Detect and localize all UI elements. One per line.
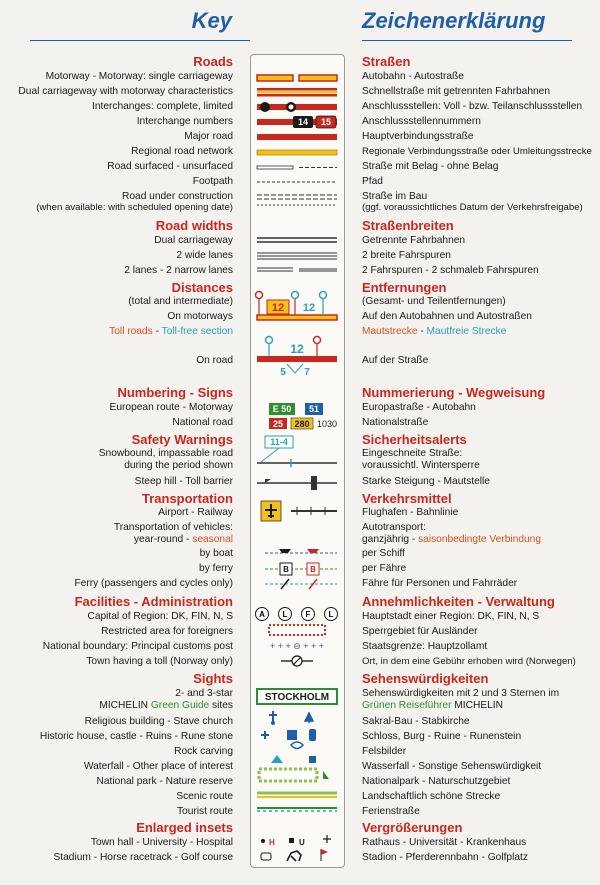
green-guide-text: Green Guide xyxy=(150,700,210,711)
label-major-de: Hauptverbindungsstraße xyxy=(362,131,474,142)
capital-a: A xyxy=(259,610,265,619)
sites-text: sites xyxy=(209,700,233,711)
section-numbering: Numbering - Signs xyxy=(117,385,233,400)
seasonal-text: seasonal xyxy=(192,534,233,545)
route-signs-symbol xyxy=(269,403,337,429)
boundary-text: + + + ⊖ + + + xyxy=(269,641,325,651)
label-f-boundary: National boundary: Principal customs post xyxy=(42,641,233,652)
label-d-toll: Toll roads - Toll-free section xyxy=(109,326,233,337)
label-i-town-de: Rathaus - Universität - Krankenhaus xyxy=(362,837,527,848)
capital-f: F xyxy=(305,610,311,619)
label-w-2narrow-de: 2 Fahrspuren - 2 schmaleb Fahrspuren xyxy=(362,265,539,276)
label-d-onroad: On road xyxy=(196,355,233,366)
label-interchange-numbers: Interchange numbers xyxy=(136,116,233,127)
distance-motorway-symbol xyxy=(256,292,338,321)
label-d-motorways-de: Auf den Autobahnen und Autostraßen xyxy=(362,311,532,322)
capital-symbols xyxy=(256,608,338,621)
label-d-onroad-de: Auf der Straße xyxy=(362,355,429,366)
section-safety: Safety Warnings xyxy=(131,432,233,447)
distance-value-c: 12 xyxy=(290,342,304,356)
label-g-scenic: Scenic route xyxy=(176,791,233,802)
label-w-dual: Dual carriageway xyxy=(154,235,233,246)
label-interchanges: Interchanges: complete, limited xyxy=(92,101,233,112)
ferry-symbol xyxy=(265,563,337,575)
label-s-snow2-de: voraussichtl. Wintersperre xyxy=(362,460,480,471)
label-t-ferry-pc-de: Fähre für Personen und Fahrräder xyxy=(362,578,518,589)
label-d-total: (total and intermediate) xyxy=(128,296,233,307)
section-safety-de: Sicherheitsalerts xyxy=(362,432,467,447)
label-construction-note: (when available: with scheduled opening date) xyxy=(36,202,233,213)
distance-value-d: 5 xyxy=(280,367,286,378)
label-n-national: National road xyxy=(172,417,233,428)
toll-free-text-de: Mautfreie Strecke xyxy=(426,326,507,337)
label-s-snow1-de: Eingeschneite Straße: xyxy=(362,448,463,459)
label-motorway: Motorway - Motorway: single carriageway xyxy=(45,71,233,82)
width-dual-symbol xyxy=(257,238,337,242)
toll-roads-text: Toll roads xyxy=(109,326,153,337)
green-guide-text-de: Grünen Reiseführer xyxy=(362,700,452,711)
label-major: Major road xyxy=(184,131,233,142)
label-interchange-numbers-de: Anschlussstellennummern xyxy=(362,116,481,127)
label-g-scenic-de: Landschaftlich schöne Strecke xyxy=(362,791,501,802)
label-g-religious-de: Sakral-Bau - Stabkirche xyxy=(362,716,470,727)
label-t-ferry-de: per Fähre xyxy=(362,563,407,574)
sign-national-b: 280 xyxy=(294,419,310,429)
stadium-icons xyxy=(261,849,328,861)
national-park-symbol xyxy=(259,769,329,781)
boundary-symbol xyxy=(270,641,324,651)
label-t-airport-de: Flughafen - Bahnlinie xyxy=(362,507,459,518)
toll-roads-text-de: Mautstrecke xyxy=(362,326,418,337)
label-t-boat-de: per Schiff xyxy=(362,548,405,559)
label-t-airport: Airport - Railway xyxy=(158,507,233,518)
regional-road-symbol xyxy=(257,150,337,155)
michelin-text-de: MICHELIN xyxy=(451,700,503,711)
label-w-2wide: 2 wide lanes xyxy=(176,250,233,261)
label-g-waterfall-de: Wasserfall - Sonstige Sehenswürdigkeit xyxy=(362,761,542,772)
distance-road-symbol xyxy=(257,337,337,379)
section-sights-de: Sehenswürdigkeiten xyxy=(362,671,489,686)
label-regional: Regional road network xyxy=(131,146,233,157)
label-g-rock: Rock carving xyxy=(174,746,233,757)
railway-symbol xyxy=(291,507,337,515)
label-t-ferry: by ferry xyxy=(199,563,233,574)
section-distances-de: Entfernungen xyxy=(362,280,447,295)
seasonal-text-de: saisonbedingte Verbindung xyxy=(418,534,541,545)
section-facilities: Facilities - Administration xyxy=(74,594,233,609)
label-f-toll-de: Ort, in dem eine Gebühr erhoben wird (Norwegen) xyxy=(362,656,576,667)
symbol-canvas xyxy=(251,55,344,867)
year-round-text-de: ganzjährig - xyxy=(362,534,419,545)
construction-symbol xyxy=(257,195,337,205)
label-g-historic-de: Schloss, Burg - Ruine - Runenstein xyxy=(362,731,522,742)
section-insets-de: Vergrößerungen xyxy=(362,820,463,835)
label-construction: Road under construction xyxy=(122,191,233,202)
university-u: U xyxy=(299,838,305,847)
label-g-waterfall: Waterfall - Other place of interest xyxy=(83,761,233,772)
section-widths-de: Straßenbreiten xyxy=(362,218,454,233)
label-g-star1-de: Sehenswürdigkeiten mit 2 und 3 Sternen im xyxy=(362,688,560,699)
religious-icons xyxy=(269,711,313,725)
label-footpath: Footpath xyxy=(192,176,233,187)
ferry-passenger-symbol xyxy=(265,579,337,589)
major-road-symbol xyxy=(257,134,337,140)
label-surfaced: Road surfaced - unsurfaced xyxy=(107,161,233,172)
title-rule-right xyxy=(362,40,572,41)
sign-national-c: 1030 xyxy=(316,419,338,429)
section-roads-de: Straßen xyxy=(362,54,411,69)
title-rule-left xyxy=(30,40,250,41)
label-i-town: Town hall - University - Hospital xyxy=(90,837,233,848)
width-2narrow-symbol xyxy=(257,268,337,271)
section-transport-de: Verkehrsmittel xyxy=(362,491,452,506)
toll-town-symbol xyxy=(281,656,313,666)
surfaced-road-symbol xyxy=(257,166,337,169)
label-dual: Dual carriageway with motorway characteristics xyxy=(18,86,233,97)
section-insets: Enlarged insets xyxy=(136,820,233,835)
label-s-snow2: during the period shown xyxy=(124,460,233,471)
sign-national-a: 25 xyxy=(272,419,284,429)
stockholm-label: STOCKHOLM xyxy=(264,692,330,703)
label-g-tourist: Tourist route xyxy=(176,806,233,817)
section-distances: Distances xyxy=(171,280,233,295)
label-n-european-de: Europastraße - Autobahn xyxy=(362,402,476,413)
section-facilities-de: Annehmlichkeiten - Verwaltung xyxy=(362,594,555,609)
label-footpath-de: Pfad xyxy=(362,176,383,187)
hospital-h: H xyxy=(269,838,275,847)
label-d-toll-de: Mautstrecke - Mautfreie Strecke xyxy=(362,326,507,337)
label-t-ferry-pc: Ferry (passengers and cycles only) xyxy=(74,578,233,589)
snowbound-period: 11-4 xyxy=(270,437,288,447)
label-w-2narrow: 2 lanes - 2 narrow lanes xyxy=(124,265,233,276)
ferry-b-red: B xyxy=(310,565,316,574)
label-f-restricted: Restricted area for foreigners xyxy=(101,626,233,637)
label-d-total-de: (Gesamt- und Teilentfernungen) xyxy=(362,296,506,307)
distance-value-e: 7 xyxy=(304,367,310,378)
steep-hill-symbol xyxy=(257,476,337,490)
label-g-park: National park - Nature reserve xyxy=(96,776,233,787)
castle-icons xyxy=(261,729,316,741)
label-f-restricted-de: Sperrgebiet für Ausländer xyxy=(362,626,478,637)
label-t-boat: by boat xyxy=(199,548,233,559)
label-surfaced-de: Straße mit Belag - ohne Belag xyxy=(362,161,499,172)
tourist-route-symbol xyxy=(257,808,337,811)
distance-value-b: 12 xyxy=(302,302,316,314)
boat-symbol xyxy=(265,549,337,553)
label-g-rock-de: Felsbilder xyxy=(362,746,407,757)
year-round-text: year-round - xyxy=(133,534,193,545)
label-interchanges-de: Anschlussstellen: Voll - bzw. Teilanschlussstellen xyxy=(362,101,583,112)
key-title-de: Zeichenerklärung xyxy=(362,8,546,33)
label-t-vehicles-de: Autotransport: xyxy=(362,522,426,533)
label-g-star2-de xyxy=(362,700,503,711)
label-f-capital-de: Hauptstadt einer Region: DK, FIN, N, S xyxy=(362,611,540,622)
label-g-star2 xyxy=(99,700,233,711)
capital-l: L xyxy=(282,610,288,619)
section-roads: Roads xyxy=(193,54,233,69)
label-g-star1: 2- and 3-star xyxy=(175,688,233,699)
section-sights: Sights xyxy=(193,671,233,686)
label-g-historic: Historic house, castle - Ruins - Rune stone xyxy=(39,731,233,742)
town-hall-icons xyxy=(261,835,331,847)
label-n-european: European route - Motorway xyxy=(109,402,233,413)
section-numbering-de: Nummerierung - Wegweisung xyxy=(362,385,546,400)
label-i-stadium: Stadium - Horse racetrack - Golf course xyxy=(53,852,233,863)
label-d-motorways: On motorways xyxy=(167,311,233,322)
label-motorway-de: Autobahn - Autostraße xyxy=(362,71,464,82)
section-widths: Road widths xyxy=(155,218,233,233)
michelin-text: MICHELIN xyxy=(99,700,151,711)
label-f-boundary-de: Staatsgrenze: Hauptzollamt xyxy=(362,641,488,652)
label-t-vehicles: Transportation of vehicles: xyxy=(113,522,233,533)
label-f-toll: Town having a toll (Norway only) xyxy=(86,656,233,667)
sign-european: E 50 xyxy=(272,404,292,414)
distance-value-a: 12 xyxy=(271,302,285,314)
snowbound-symbol xyxy=(257,436,337,467)
label-construction-note-de: (ggf. voraussichtliches Datum der Verkehrsfreigabe) xyxy=(362,202,583,213)
waterfall-icons xyxy=(271,755,316,763)
airport-icon xyxy=(261,501,281,521)
capital-l2: L xyxy=(328,610,334,619)
rock-carving-icon xyxy=(291,742,303,749)
symbol-panel xyxy=(250,54,345,868)
motorway-symbol xyxy=(257,75,337,81)
scenic-route-symbol xyxy=(257,793,337,797)
label-g-tourist-de: Ferienstraße xyxy=(362,806,420,817)
label-regional-de: Regionale Verbindungsstraße oder Umleitungsstrecke xyxy=(362,146,592,157)
label-construction-de: Straße im Bau xyxy=(362,191,428,202)
restricted-area-symbol xyxy=(269,625,325,635)
label-w-dual-de: Getrennte Fahrbahnen xyxy=(362,235,466,246)
label-w-2wide-de: 2 breite Fahrspuren xyxy=(362,250,451,261)
label-t-year xyxy=(134,534,233,545)
label-g-religious: Religious building - Stave church xyxy=(84,716,233,727)
label-s-steep-de: Starke Steigung - Mautstelle xyxy=(362,476,490,487)
label-g-park-de: Nationalpark - Naturschutzgebiet xyxy=(362,776,511,787)
toll-free-text: Toll-free section xyxy=(161,326,233,337)
sign-motorway: 51 xyxy=(308,404,320,414)
label-i-stadium-de: Stadion - Pferderennbahn - Golfplatz xyxy=(362,852,528,863)
interchange-symbol xyxy=(257,102,337,112)
width-2wide-symbol xyxy=(257,253,337,259)
key-title: Key xyxy=(191,8,232,33)
interchange-numbers-symbol xyxy=(257,116,337,128)
dual-carriageway-symbol xyxy=(257,88,337,97)
label-s-snow1: Snowbound, impassable road xyxy=(98,448,233,459)
label-n-national-de: Nationalstraße xyxy=(362,417,429,428)
label-dual-de: Schnellstraße mit getrennten Fahrbahnen xyxy=(362,86,551,97)
green-guide-symbol xyxy=(257,689,337,704)
label-t-year-de xyxy=(362,534,541,545)
interchange-number-a: 14 xyxy=(297,117,309,127)
label-s-steep: Steep hill - Toll barrier xyxy=(134,476,233,487)
section-transport: Transportation xyxy=(141,491,233,506)
interchange-number-b: 15 xyxy=(320,117,332,127)
label-f-capital: Capital of Region: DK, FIN, N, S xyxy=(87,611,233,622)
ferry-b-black: B xyxy=(283,565,289,574)
